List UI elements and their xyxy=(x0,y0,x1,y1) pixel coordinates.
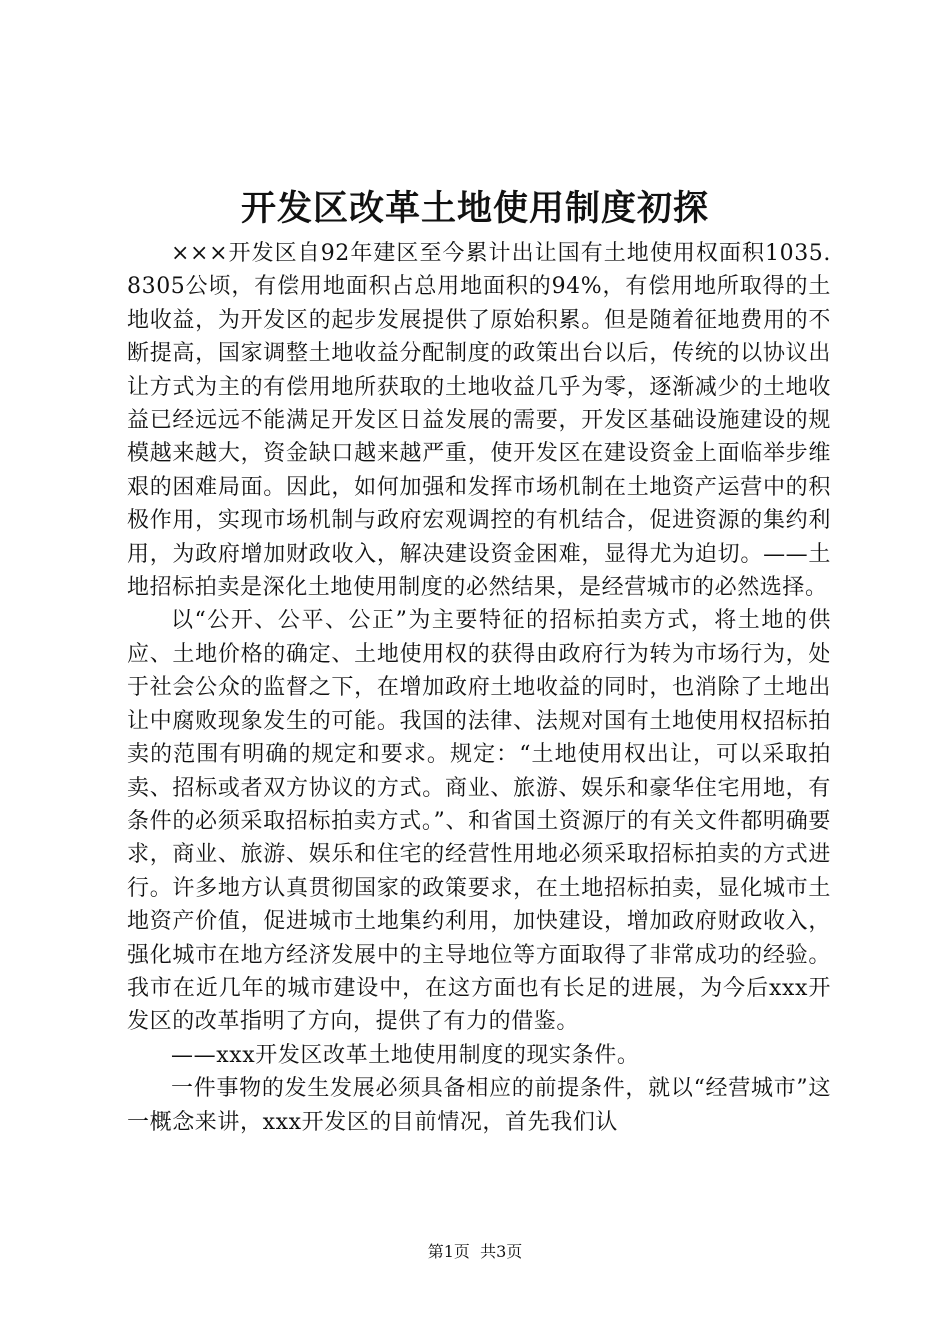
document-body xyxy=(127,237,831,1139)
paragraph-3: ——xxx开发区改革土地使用制度的现实条件。 xyxy=(171,1042,640,1068)
paragraph-4: 一件事物的发生发展必须具备相应的前提条件，就以“经营城市”这一概念来讲，xxx开发区的目前情况，首先我们认 xyxy=(127,1076,831,1135)
paragraph-2: 以“公开、公平、公正”为主要特征的招标拍卖方式，将土地的供应、土地价格的确定、土地使用权的获得由政府行为转为市场行为，处于社会公众的监督之下，在增加政府土地收益的同时，也消除了土地出让中腐败现象发生的可能。我国的法律、法规对国有土地使用权招标拍卖的范围有明确的规定和要求。规定：“土地使用权出让，可以采取拍卖、招标或者双方协议的方式。商业、旅游、娱乐和豪华住宅用地，有条件的必须采取招标拍卖方式。”、和省国土资源厅的有关文件都明确要求，商业、旅游、娱乐和住宅的经营性用地必须采取招标拍卖的方式进行。许多地方认真贯彻国家的政策要求，在土地招标拍卖，显化城市土地资产价值，促进城市土地集约利用，加快建设，增加政府财政收入，强化城市在地方经济发展中的主导地位等方面取得了非常成功的经验。我市在近几年的城市建设中，在这方面也有长足的进展，为今后xxx开发区的改革指明了方向，提供了有力的借鉴。 xyxy=(127,608,831,1035)
document-title: 开发区改革土地使用制度初探 xyxy=(240,188,709,229)
page-number: 第1页 共3页 xyxy=(427,1242,523,1261)
paragraph-1: ×××开发区自92年建区至今累计出让国有土地使用权面积1035.8305公顷，有偿用地面积占总用地面积的94%，有偿用地所取得的土地收益，为开发区的起步发展提供了原始积累。但是随着征地费用的不断提高，国家调整土地收益分配制度的政策出台以后，传统的以协议出让方式为主的有偿用地所获取的土地收益几乎为零，逐渐减少的土地收益已经远远不能满足开发区日益发展的需要，开发区基础设施建设的规模越来越大，资金缺口越来越严重，使开发区在建设资金上面临举步维艰的困难局面。因此，如何加强和发挥市场机制在土地资产运营中的积极作用，实现市场机制与政府宏观调控的有机结合，促进资源的集约利用，为政府增加财政收入，解决建设资金困难，显得尤为迫切。——土地招标拍卖是深化土地使用制度的必然结果，是经营城市的必然选择。 xyxy=(127,241,831,601)
page-footer xyxy=(0,1241,950,1263)
